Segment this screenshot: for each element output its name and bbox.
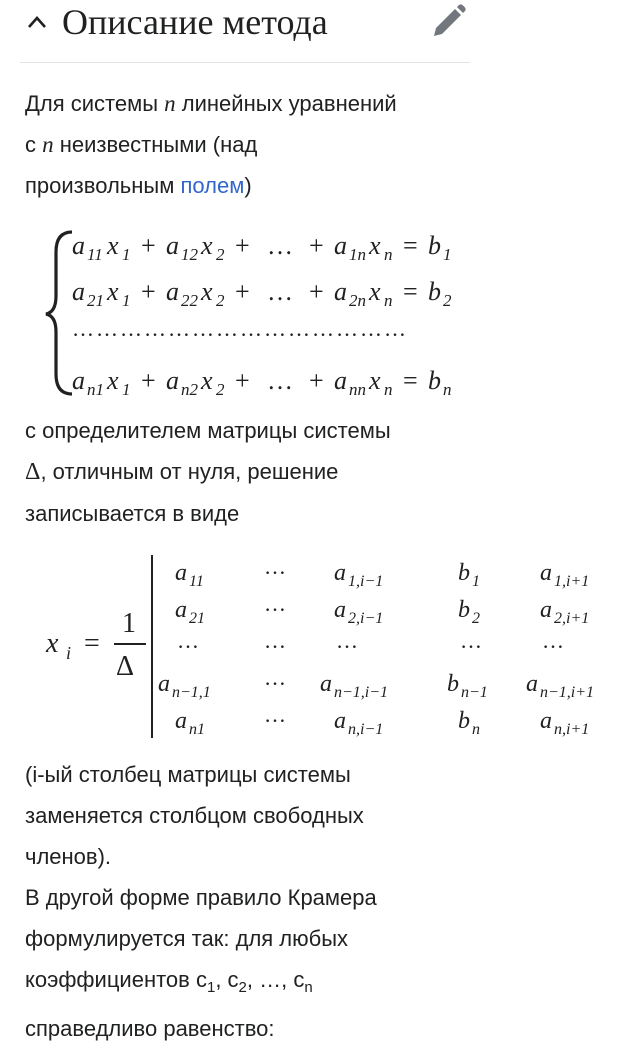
intro-text: с [25, 132, 43, 157]
det-text: , отличным от нуля, решение [40, 459, 339, 484]
matrix-entry: a [334, 597, 346, 623]
matrix-subscript: n−1 [461, 684, 488, 701]
matrix-entry: a [320, 671, 332, 697]
eq-var: b [428, 231, 441, 260]
after-text: справедливо равенство: [25, 1016, 275, 1041]
after-text: В другой форме правило Крамера [25, 885, 377, 910]
matrix-subscript: n−1,i+1 [540, 684, 595, 701]
matrix-subscript: n,i−1 [348, 721, 384, 738]
after-text: , c [215, 967, 239, 992]
intro-text: ) [244, 173, 252, 198]
lhs-var: x [46, 628, 59, 659]
matrix-entry: a [334, 560, 346, 586]
matrix-dots: … [264, 702, 286, 727]
matrix-dots: … [177, 628, 199, 653]
subscript: 1 [206, 979, 216, 996]
matrix-subscript: n,i+1 [554, 721, 590, 738]
eq-var: a [334, 231, 347, 260]
math-n: n [164, 91, 176, 116]
matrix-entry: a [175, 597, 187, 623]
subscript: n [304, 979, 313, 996]
matrix-entry: a [158, 671, 170, 697]
eq-subscript: 2 [216, 245, 225, 264]
matrix-dots: … [264, 665, 286, 690]
eq-operator: … [267, 277, 293, 306]
section-header [20, 0, 470, 63]
matrix-entry: b [458, 560, 470, 586]
eq-subscript: n [443, 380, 452, 399]
matrix-subscript: 1,i−1 [348, 573, 384, 590]
eq-subscript: n2 [181, 380, 198, 399]
matrix-subscript: 2 [472, 610, 480, 627]
matrix-subscript: n−1,i−1 [334, 684, 389, 701]
eq-var: x [107, 277, 119, 306]
matrix-subscript: 1,i+1 [554, 573, 590, 590]
eq-subscript: 2 [216, 291, 225, 310]
after-text: заменяется столбцом свободных [25, 803, 364, 828]
eq-operator: = [403, 366, 418, 395]
eq-operator: … [267, 366, 293, 395]
eq-var: a [72, 366, 85, 395]
eq-var: x [369, 231, 381, 260]
after-text: коэффициентов c [25, 967, 207, 992]
eq-var: a [166, 277, 179, 306]
eq-subscript: n [384, 291, 393, 310]
eq-subscript: 21 [87, 291, 104, 310]
matrix-entry: b [458, 597, 470, 623]
eq-var: a [72, 277, 85, 306]
eq-subscript: 11 [87, 245, 103, 264]
eq-operator: + [141, 231, 156, 260]
intro-text: неизвестными (над [53, 132, 258, 157]
eq-operator: … [267, 231, 293, 260]
lhs-sub: i [66, 643, 72, 663]
matrix-entry: a [540, 597, 552, 623]
det-text: записывается в виде [25, 501, 240, 526]
after-paragraph [25, 754, 465, 1049]
matrix-subscript: 2,i−1 [348, 610, 384, 627]
after-text: формулируется так: для любых [25, 926, 349, 951]
matrix-entry: a [540, 708, 552, 734]
matrix-dots: … [336, 628, 358, 653]
field-link[interactable]: полем [180, 173, 245, 198]
eq-subscript: nn [349, 380, 366, 399]
det-text: с определителем матрицы системы [25, 418, 391, 443]
eq-operator: + [235, 366, 250, 395]
eq-operator: + [309, 366, 324, 395]
matrix-dots: … [542, 628, 564, 653]
intro-text: Для системы [25, 91, 165, 116]
matrix-subscript: 2,i+1 [554, 610, 590, 627]
eq-operator: = [403, 277, 418, 306]
eq-var: a [72, 231, 85, 260]
eq-subscript: 1n [349, 245, 366, 264]
eq-var: a [166, 366, 179, 395]
eq-var: b [428, 277, 441, 306]
matrix-subscript: 11 [189, 573, 204, 590]
eq-var: a [166, 231, 179, 260]
equals-sign: = [84, 628, 100, 659]
eq-var: x [201, 366, 213, 395]
matrix-dots: … [460, 628, 482, 653]
det-paragraph [25, 410, 465, 534]
eq-var: a [334, 277, 347, 306]
eq-var: x [107, 231, 119, 260]
matrix-entry: a [334, 708, 346, 734]
eq-subscript: 2 [216, 380, 225, 399]
section-title: Описание метода [62, 2, 328, 42]
eq-subscript: n1 [87, 380, 104, 399]
eq-var: x [369, 366, 381, 395]
after-text: (i-ый столбец матрицы системы [25, 762, 351, 787]
eq-subscript: 2n [349, 291, 366, 310]
dots-row: …………………………………… [72, 316, 408, 341]
eq-var: x [107, 366, 119, 395]
matrix-entry: a [526, 671, 538, 697]
delta-symbol: Δ [25, 459, 41, 485]
numerator: 1 [122, 608, 136, 639]
eq-operator: + [141, 277, 156, 306]
eq-var: x [369, 277, 381, 306]
matrix-entry: b [458, 708, 470, 734]
eq-operator: + [309, 277, 324, 306]
eq-var: x [201, 231, 213, 260]
matrix-dots: … [264, 628, 286, 653]
matrix-subscript: n−1,1 [172, 684, 211, 701]
eq-operator: + [141, 366, 156, 395]
chevron-up-icon[interactable] [26, 14, 48, 35]
eq-var: a [334, 366, 347, 395]
eq-subscript: n [384, 380, 393, 399]
eq-subscript: 12 [181, 245, 198, 264]
after-text: , …, c [246, 967, 305, 992]
eq-operator: + [235, 277, 250, 306]
eq-subscript: 22 [181, 291, 198, 310]
intro-text: произвольным [25, 173, 181, 198]
eq-var: x [201, 277, 213, 306]
matrix-subscript: 1 [472, 573, 480, 590]
eq-subscript: 2 [443, 291, 452, 310]
left-brace [46, 232, 72, 394]
pencil-icon[interactable] [428, 2, 468, 47]
eq-operator: + [309, 231, 324, 260]
eq-operator: = [403, 231, 418, 260]
eq-var: b [428, 366, 441, 395]
matrix-entry: a [175, 708, 187, 734]
math-n: n [42, 132, 54, 157]
eq-subscript: 1 [122, 291, 131, 310]
intro-paragraph [25, 83, 465, 206]
matrix-subscript: n1 [189, 721, 205, 738]
intro-text: линейных уравнений [175, 91, 397, 116]
matrix-entry: a [175, 560, 187, 586]
matrix-entry: a [540, 560, 552, 586]
subscript: 2 [238, 979, 247, 996]
eq-subscript: 1 [122, 245, 131, 264]
denominator: Δ [116, 651, 135, 682]
after-text: членов). [25, 844, 112, 869]
matrix-entry: b [447, 671, 459, 697]
eq-operator: + [235, 231, 250, 260]
eq-subscript: n [384, 245, 393, 264]
matrix-dots: … [264, 591, 286, 616]
matrix-subscript: 21 [189, 610, 205, 627]
matrix-subscript: n [472, 721, 480, 738]
eq-subscript: 1 [443, 245, 452, 264]
matrix-dots: … [264, 554, 286, 579]
eq-subscript: 1 [122, 380, 131, 399]
